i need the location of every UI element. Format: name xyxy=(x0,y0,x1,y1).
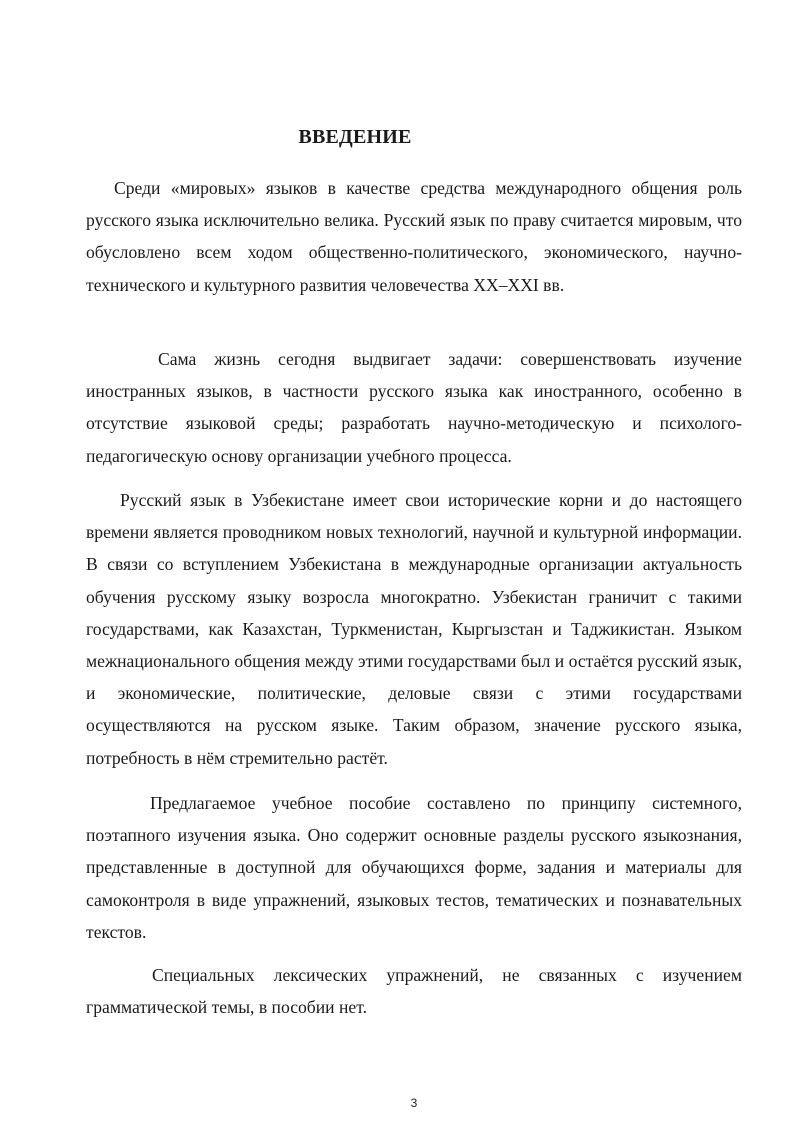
paragraph-exercises: Специальных лексических упражнений, не связанных с изучением грамматической темы, в пособии нет. xyxy=(86,965,742,1018)
paragraph-textbook: Предлагаемое учебное пособие составлено по принципу системного, поэтапного изучения языка. Оно содержит основные разделы русского языкознания, представленные в доступной для обучающихся форме, задания и материалы для самоконтроля в виде упражнений, языковых тестов, тематических и познавательных текстов. xyxy=(86,793,742,942)
paragraph-uzbekistan: Русский язык в Узбекистане имеет свои исторические корни и до настоящего времени является проводником новых технологий, научной и культурной информации. В связи со вступлением Узбекистана в международные организации актуальность обучения русскому языку возросла многократно. Узбекистан граничит с такими государствами, как Казахстан, Туркменистан, Кыргызстан и Таджикистан. Языком межнационального общения между этими государствами был и остаётся русский язык, и экономические, политические, деловые связи с этими государствами осуществляются на русском языке. Таким образом, значение русского языка, потребность в нём стремительно растёт. xyxy=(86,490,742,768)
page-number: 3 xyxy=(410,1096,418,1110)
section-title: ВВЕДЕНИЕ xyxy=(298,126,412,148)
paragraph-tasks: Сама жизнь сегодня выдвигает задачи: совершенствовать изучение иностранных языков, в частности русского языка как иностранного, особенно в отсутствие языковой среды; разработать научно-методическую и психолого-педагогическую основу организации учебного процесса. xyxy=(86,349,742,466)
paragraph-intro: Среди «мировых» языков в качестве средства международного общения роль русского языка исключительно велика. Русский язык по праву считается мировым, что обусловлено всем ходом общественно-политического, экономического, научно-технического и культурного развития человечества XX–XXI вв. xyxy=(86,178,742,295)
